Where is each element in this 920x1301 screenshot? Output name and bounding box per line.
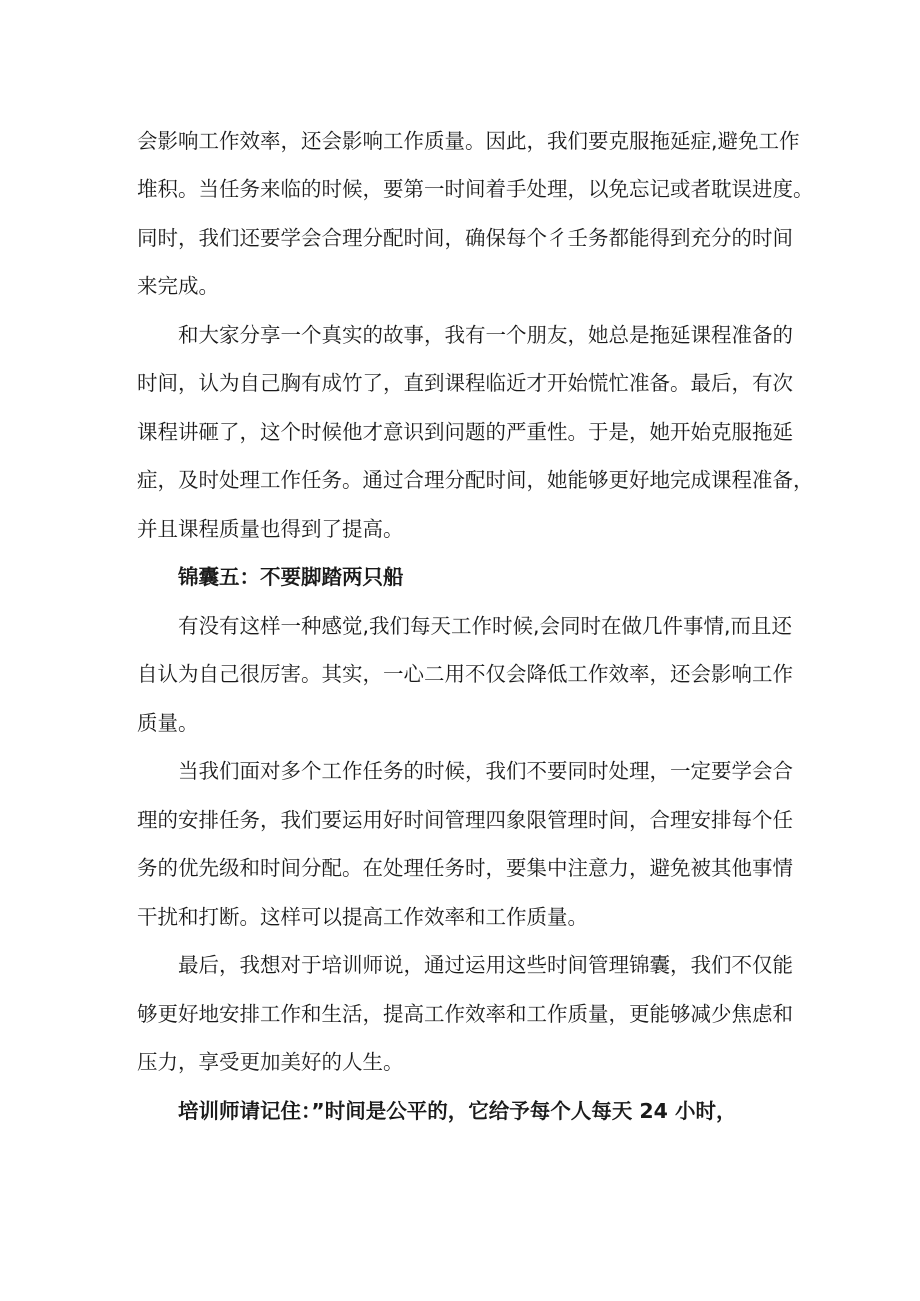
paragraph-line: 理的安排任务，我们要运用好时间管理四象限管理时间，合理安排每个任 bbox=[137, 808, 793, 832]
paragraph-line: 够更好地安排工作和生活，提高工作效率和工作质量，更能够减少焦虑和 bbox=[137, 1002, 793, 1026]
paragraph-line: 最后，我想对于培训师说，通过运用这些时间管理锦囊，我们不仅能 bbox=[178, 953, 793, 977]
paragraph-line: 务的优先级和时间分配。在处理任务时，要集中注意力，避免被其他事情 bbox=[137, 856, 793, 880]
paragraph-line: 课程讲砸了，这个时候他才意识到问题的严重性。于是，她开始克服拖延 bbox=[137, 420, 793, 444]
paragraph-line: 干扰和打断。这样可以提高工作效率和工作质量。 bbox=[137, 905, 588, 929]
section-heading: 锦囊五：不要脚踏两只船 bbox=[178, 565, 404, 589]
paragraph-line: 会影响工作效率，还会影响工作质量。因此，我们要克服拖延症,避免工作 bbox=[137, 129, 800, 153]
paragraph-line: 有没有这样一种感觉,我们每天工作时候,会同时在做几件事情,而且还 bbox=[178, 614, 793, 638]
paragraph-line: 并且课程质量也得到了提高。 bbox=[137, 517, 404, 541]
paragraph-line: 症，及时处理工作任务。通过合理分配时间，她能够更好地完成课程准备， bbox=[137, 468, 814, 492]
paragraph-line: 来完成。 bbox=[137, 274, 219, 298]
closing-statement: 培训师请记住：”时间是公平的，它给予每个人每天 24 小时， bbox=[178, 1099, 737, 1123]
paragraph-line: 质量。 bbox=[137, 711, 199, 735]
paragraph-line: 压力，享受更加美好的人生。 bbox=[137, 1050, 404, 1074]
paragraph-line: 堆积。当任务来临的时候，要第一时间着手处理，以免忘记或者耽误进度。 bbox=[137, 177, 814, 201]
paragraph-line: 和大家分享一个真实的故事，我有一个朋友，她总是拖延课程准备的 bbox=[178, 323, 793, 347]
paragraph-line: 当我们面对多个工作任务的时候，我们不要同时处理，一定要学会合 bbox=[178, 759, 793, 783]
paragraph-line: 时间，认为自己胸有成竹了，直到课程临近才开始慌忙准备。最后，有次 bbox=[137, 371, 793, 395]
paragraph-line: 自认为自己很厉害。其实，一心二用不仅会降低工作效率，还会影响工作 bbox=[137, 662, 793, 686]
paragraph-line: 同时，我们还要学会合理分配时间，确保每个彳壬务都能得到充分的时间 bbox=[137, 226, 793, 250]
